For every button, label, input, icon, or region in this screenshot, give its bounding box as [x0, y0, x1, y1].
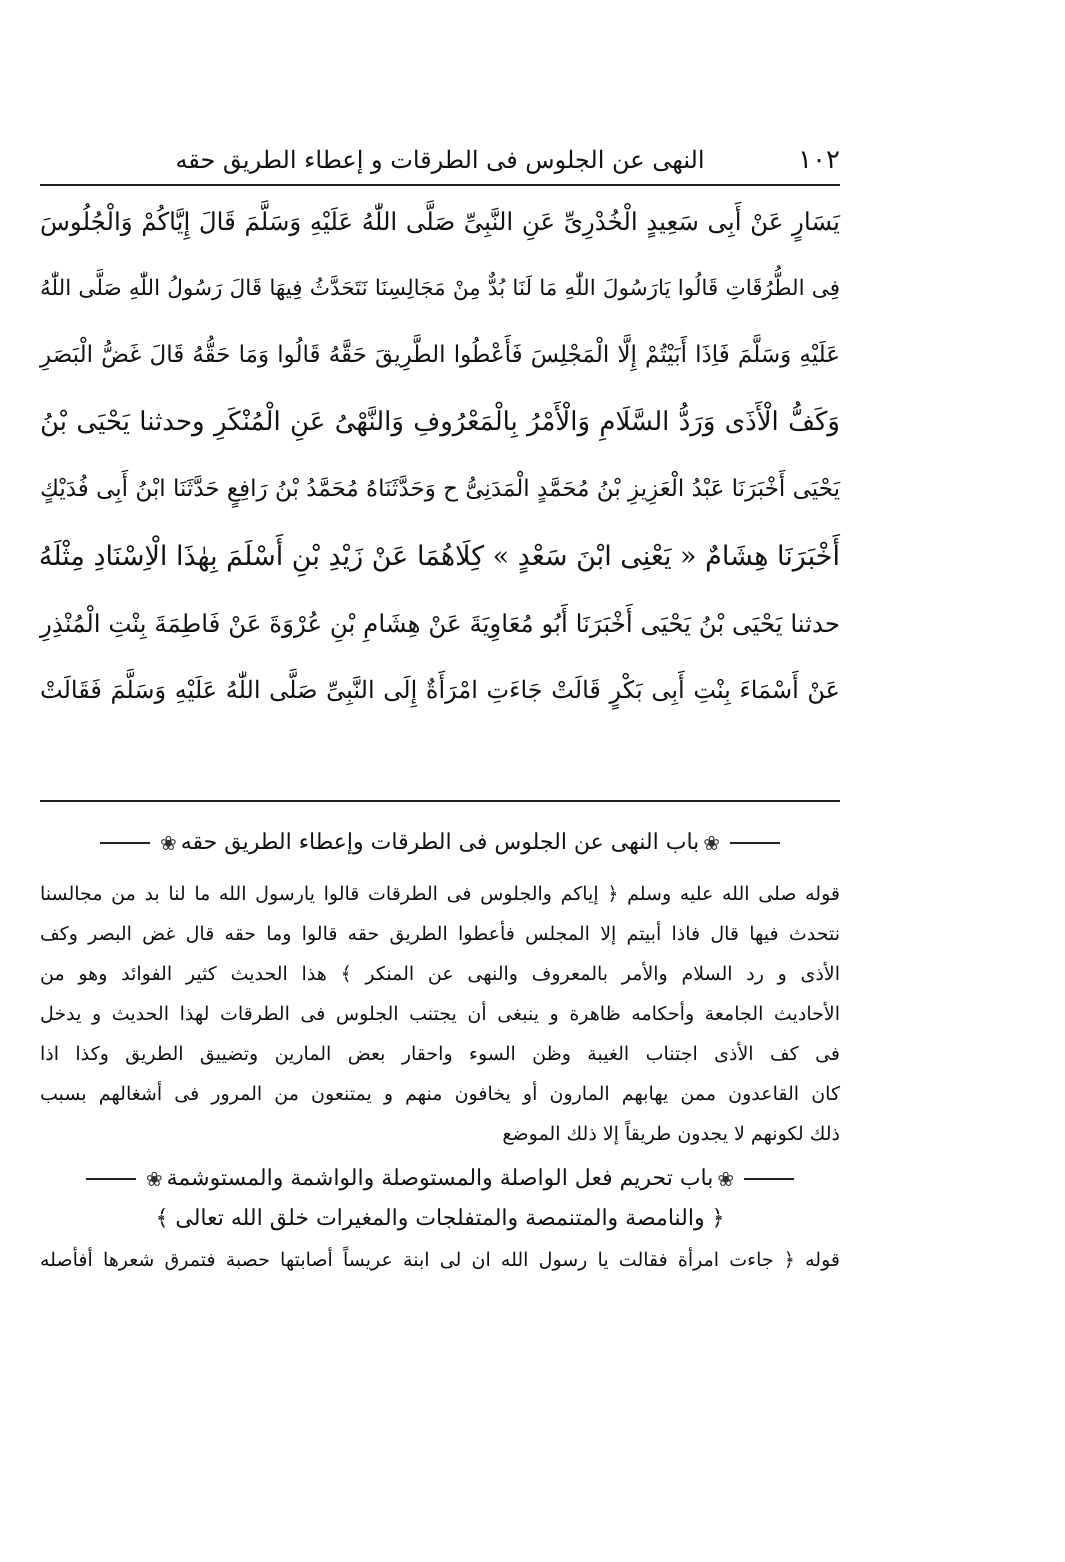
hadith-line: عَنْ أَسْمَاءَ بِنْتِ أَبِى بَكْرٍ قَالَتْ جَاءَتِ امْرَأَةٌ إِلَى النَّبِىِّ صَلَّى اللّٰهُ عَلَيْهِ وَسَلَّمَ فَقَالَتْ [40, 676, 840, 704]
commentary-line: نتحدث فيها قال فاذا أبيتم إلا المجلس فأعطوا الطريق حقه قالوا وما حقه قال غض البصر وكف [40, 923, 840, 945]
hadith-text [40, 205, 840, 741]
hadith-line: يَسَارٍ عَنْ أَبِى سَعِيدٍ الْخُدْرِىِّ عَنِ النَّبِىِّ صَلَّى اللّٰهُ عَلَيْهِ وَسَلَّمَ قَالَ إِيَّاكُمْ وَالْجُلُوسَ [40, 207, 840, 236]
chapter-heading-text: باب تحريم فعل الواصلة والمستوصلة والواشمة والمستوشمة [166, 1166, 714, 1191]
page-number: ١٠٢ [798, 145, 840, 175]
ornament-icon: ❀ [703, 831, 721, 855]
header-rule [40, 184, 840, 186]
commentary-line: الأحاديث الجامعة وأحكامه ظاهرة و ينبغى أن يجتنب الجلوس فى الطرقات لهذا الحديث و يدخل [40, 1003, 840, 1025]
commentary-line: قوله صلى الله عليه وسلم ﴿ إياكم والجلوس فى الطرقات قالوا يارسول الله ما لنا بد من مجالسنا [40, 883, 840, 905]
heading-rule [86, 1178, 136, 1180]
hadith-line: أَخْبَرَنَا هِشَامٌ « يَعْنِى ابْنَ سَعْدٍ » كِلَاهُمَا عَنْ زَيْدِ بْنِ أَسْلَمَ بِهٰذَا الْاِسْنَادِ مِثْلَهُ [38, 541, 840, 572]
section-divider [40, 800, 840, 802]
chapter-heading [40, 826, 840, 862]
commentary-line: الأذى و رد السلام والأمر بالمعروف والنهى عن المنكر ﴾ هذا الحديث كثير الفوائد وهو من [40, 963, 840, 985]
commentary-line: قوله ﴿ جاءت امرأة فقالت يا رسول الله ان لى ابنة عريساً أصابتها حصبة فتمرق شعرها أفأصله [40, 1249, 840, 1271]
hadith-line: يَحْيَى أَخْبَرَنَا عَبْدُ الْعَزِيزِ بْنُ مُحَمَّدٍ الْمَدَنِىُّ ح وَحَدَّثَنَاهُ مُحَمَّدُ بْنُ رَافِعٍ حَدَّثَنَا ابْنُ أَبِى فُدَيْكٍ [39, 476, 840, 502]
ornament-icon: ❀ [717, 1167, 735, 1191]
chapter-heading [40, 1162, 840, 1198]
commentary-line: كان القاعدون ممن يهابهم المارون أو يخافون منهم و يمتنعون من المرور فى أشغالهم بسبب [40, 1083, 840, 1105]
heading-rule [100, 842, 150, 844]
ornament-icon: ❀ [145, 1167, 163, 1191]
commentary-line: فى كف الأذى اجتناب الغيبة وظن السوء واحقار بعض المارين وتضييق الطريق وكذا اذا [40, 1043, 840, 1065]
chapter-heading-text: باب النهى عن الجلوس فى الطرقات وإعطاء الطريق حقه [180, 830, 700, 855]
commentary-section [40, 826, 840, 1288]
running-title: النهى عن الجلوس فى الطرقات و إعطاء الطريق حقه [175, 146, 705, 174]
hadith-line: فِى الطُّرُقَاتِ قَالُوا يَارَسُولَ اللّٰهِ مَا لَنَا بُدٌّ مِنْ مَجَالِسِنَا نَتَحَدَّثُ فِيهَا قَالَ رَسُولُ اللّٰهِ صَلَّى اللّٰهُ [40, 276, 840, 301]
page-header [40, 140, 840, 180]
heading-rule [744, 1178, 794, 1180]
ornament-icon: ❀ [159, 831, 177, 855]
commentary-line: ذلك لكونهم لا يجدون طريقاً إلا ذلك الموضع [502, 1123, 840, 1145]
hadith-line: حدثنا يَحْيَى بْنُ يَحْيَى أَخْبَرَنَا أَبُو مُعَاوِيَةَ عَنْ هِشَامِ بْنِ عُرْوَةَ عَنْ فَاطِمَةَ بِنْتِ الْمُنْذِرِ [40, 609, 840, 638]
heading-rule [730, 842, 780, 844]
hadith-line: وَكَفُّ الْأَذَى وَرَدُّ السَّلَامِ وَالْأَمْرُ بِالْمَعْرُوفِ وَالنَّهْىُ عَنِ الْمُنْكَرِ وحدثنا يَحْيَى بْنُ [40, 407, 840, 437]
hadith-line: عَلَيْهِ وَسَلَّمَ فَاِذَا أَبَيْتُمْ إِلَّا الْمَجْلِسَ فَأَعْطُوا الطَّرِيقَ حَقَّهُ قَالُوا وَمَا حَقُّهُ قَالَ غَضُّ الْبَصَرِ [40, 342, 840, 368]
chapter-subheading: ﴿ والنامصة والمتنمصة والمتفلجات والمغيرات خلق الله تعالى ﴾ [155, 1206, 725, 1231]
